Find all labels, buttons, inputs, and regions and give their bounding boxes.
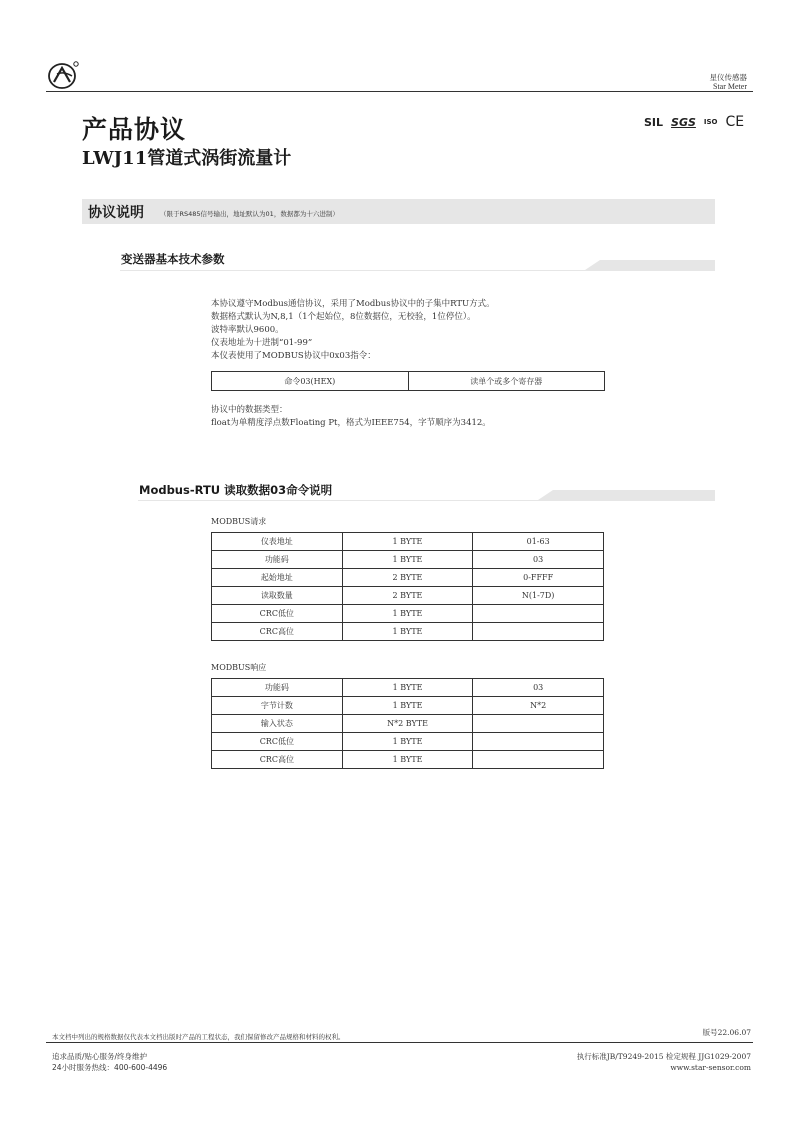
field-cell: CRC高位 — [212, 751, 343, 769]
brand-name — [710, 73, 748, 91]
text-line: 协议中的数据类型： — [211, 405, 288, 415]
text-line: float为单精度浮点数Floating Pt，格式为IEEE754，字节顺序为3412。 — [211, 418, 491, 428]
request-caption: MODBUS请求 — [211, 517, 267, 526]
basic-params-heading: 变送器基本技术参数 — [121, 252, 225, 266]
value-cell: N(1-7D) — [473, 587, 604, 605]
size-cell: 1 BYTE — [342, 551, 473, 569]
table-row — [212, 679, 604, 697]
brand-name-en: Star Meter — [713, 82, 747, 91]
table-row — [212, 697, 604, 715]
value-cell — [473, 715, 604, 733]
section-note: （限于RS485信号输出，地址默认为01，数据都为十六进制） — [160, 210, 339, 218]
footer-disclaimer: 本文档中列出的规格数据仅代表本文档出版时产品的工程状态，我们保留修改产品规格和材料的权利。 — [52, 1033, 345, 1041]
section-title: 协议说明 — [88, 205, 144, 221]
data-type-text — [211, 404, 491, 430]
value-cell: 03 — [473, 551, 604, 569]
service-slogan: 追求品质/贴心服务/终身维护 — [52, 1052, 148, 1061]
text-line: 数据格式默认为N,8,1（1个起始位，8位数据位，无校验，1位停位）。 — [211, 312, 476, 322]
footer-divider — [46, 1042, 753, 1043]
table-row — [212, 751, 604, 769]
table-row — [212, 372, 605, 391]
sgs-cert-icon: SGS — [671, 115, 696, 129]
field-cell: CRC低位 — [212, 733, 343, 751]
ce-cert-icon: CE — [725, 114, 745, 130]
text-line: 波特率默认9600。 — [211, 325, 284, 335]
value-cell — [473, 623, 604, 641]
footer-standards — [577, 1051, 751, 1073]
iso-cert-icon: ISO — [703, 118, 718, 126]
footer-contact — [52, 1051, 167, 1073]
page-title: 产品协议 — [82, 115, 187, 144]
sil-cert-icon: SIL — [644, 115, 664, 129]
star-meter-logo-icon — [46, 58, 82, 92]
table-row — [212, 551, 604, 569]
size-cell: 2 BYTE — [342, 587, 473, 605]
command-table — [211, 371, 605, 391]
modbus-heading: Modbus-RTU 读取数据03命令说明 — [139, 483, 333, 497]
field-cell: 仪表地址 — [212, 533, 343, 551]
size-cell: N*2 BYTE — [342, 715, 473, 733]
standards-text: 执行标准JB/T9249-2015 检定规程 JJG1029-2007 — [576, 1052, 751, 1061]
response-table — [211, 678, 604, 769]
size-cell: 1 BYTE — [342, 623, 473, 641]
value-cell — [473, 751, 604, 769]
size-cell: 1 BYTE — [342, 605, 473, 623]
field-cell: 输入状态 — [212, 715, 343, 733]
field-cell: CRC低位 — [212, 605, 343, 623]
service-hotline: 24小时服务热线：400-600-4496 — [52, 1063, 168, 1072]
command-desc-cell: 读单个或多个寄存器 — [408, 372, 604, 391]
table-row — [212, 733, 604, 751]
text-line: 本协议遵守Modbus通信协议，采用了Modbus协议中的子集中RTU方式。 — [211, 299, 495, 309]
value-cell — [473, 605, 604, 623]
product-name: LWJ11管道式涡街流量计 — [82, 148, 292, 169]
table-row — [212, 623, 604, 641]
website-link[interactable]: www.star-sensor.com — [670, 1063, 751, 1072]
value-cell: 01-63 — [473, 533, 604, 551]
table-row — [212, 587, 604, 605]
text-line: 本仪表使用了MODBUS协议中0x03指令： — [211, 351, 376, 361]
command-code-cell: 命令03(HEX) — [212, 372, 409, 391]
table-row — [212, 533, 604, 551]
certification-logos — [644, 113, 744, 131]
value-cell: N*2 — [473, 697, 604, 715]
field-cell: 起始地址 — [212, 569, 343, 587]
header-divider — [46, 91, 753, 92]
response-caption: MODBUS响应 — [211, 663, 267, 672]
size-cell: 1 BYTE — [342, 733, 473, 751]
brand-name-cn: 星仪传感器 — [709, 73, 747, 82]
table-row — [212, 569, 604, 587]
size-cell: 1 BYTE — [342, 697, 473, 715]
field-cell: 读取数量 — [212, 587, 343, 605]
size-cell: 1 BYTE — [342, 533, 473, 551]
table-row — [212, 715, 604, 733]
value-cell: 03 — [473, 679, 604, 697]
field-cell: 功能码 — [212, 551, 343, 569]
size-cell: 1 BYTE — [342, 679, 473, 697]
version-number: 版号22.06.07 — [702, 1028, 751, 1037]
text-line: 仪表地址为十进制“01-99” — [211, 338, 313, 348]
field-cell: 字节计数 — [212, 697, 343, 715]
table-row — [212, 605, 604, 623]
size-cell: 2 BYTE — [342, 569, 473, 587]
size-cell: 1 BYTE — [342, 751, 473, 769]
value-cell: 0-FFFF — [473, 569, 604, 587]
field-cell: CRC高位 — [212, 623, 343, 641]
field-cell: 功能码 — [212, 679, 343, 697]
request-table — [211, 532, 604, 641]
value-cell — [473, 733, 604, 751]
basic-params-text — [211, 298, 495, 363]
